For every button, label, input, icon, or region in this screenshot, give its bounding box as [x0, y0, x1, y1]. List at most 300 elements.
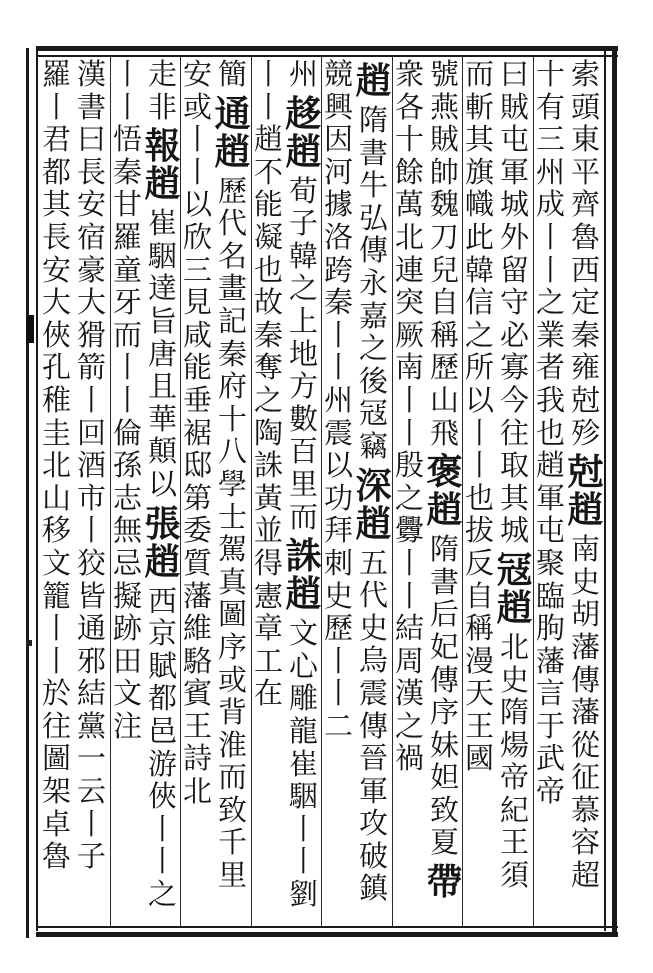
text-segment	[253, 58, 285, 417]
left-border-inner	[36, 51, 38, 931]
text-column	[321, 58, 356, 924]
text-segment	[288, 617, 320, 910]
char: 臨	[535, 578, 565, 613]
char: 須	[499, 858, 529, 893]
char: 駕	[217, 532, 247, 567]
bottom-border-outer	[36, 932, 618, 937]
text-segment	[147, 58, 179, 123]
char: 鎮	[358, 871, 388, 906]
char: 旨	[147, 303, 177, 338]
char: 丨	[394, 578, 424, 613]
char: 丨	[253, 57, 283, 91]
text-segment	[112, 417, 144, 743]
char: 籠	[41, 578, 71, 613]
char: 無	[112, 513, 142, 548]
char: 邸	[182, 448, 212, 483]
char: 詩	[182, 741, 212, 776]
char: 西	[147, 583, 177, 618]
char: 殷	[394, 448, 424, 483]
char: 兒	[429, 252, 459, 287]
char: 傳	[429, 662, 459, 697]
text-segment	[570, 58, 602, 449]
char: 以	[147, 466, 177, 501]
char: 丨	[323, 676, 353, 711]
right-border-outer	[612, 46, 617, 937]
char: 者	[535, 350, 565, 385]
char: 結	[76, 676, 106, 711]
char: 以	[464, 382, 494, 417]
char: 藩	[570, 695, 600, 730]
char: 拜	[323, 513, 353, 548]
headword	[284, 535, 324, 616]
char: 突	[394, 285, 424, 320]
char: 攻	[358, 806, 388, 841]
char: 奪	[253, 350, 283, 385]
text-segment	[394, 449, 426, 775]
char: 之	[288, 271, 318, 306]
char: 稚	[41, 382, 71, 417]
text-column	[533, 58, 568, 924]
char: 隋	[499, 695, 529, 730]
char: 幟	[464, 187, 494, 222]
char: 平	[570, 154, 600, 189]
char: 餘	[394, 154, 424, 189]
char: 學	[217, 466, 247, 501]
char: 安	[41, 252, 71, 287]
headword-char: 趙	[144, 540, 181, 583]
char: 狡	[76, 545, 106, 580]
char: 飛	[429, 415, 459, 450]
char: 烏	[358, 643, 388, 678]
char: 震	[323, 415, 353, 450]
char: 邑	[147, 713, 177, 748]
headword-char: 趙	[355, 502, 392, 545]
char: 今	[499, 382, 529, 417]
char: 第	[182, 480, 212, 515]
char: 其	[464, 122, 494, 157]
char: 軍	[358, 773, 388, 808]
char: 淮	[217, 727, 247, 762]
char: 傳	[358, 233, 388, 268]
char: 以	[182, 187, 212, 222]
char: 曰	[76, 122, 106, 157]
text-segment	[358, 104, 390, 463]
char: 移	[41, 513, 71, 548]
char: 賊	[499, 89, 529, 124]
char: 周	[394, 643, 424, 678]
char: 南	[394, 350, 424, 385]
headword-char: 深	[355, 464, 392, 507]
headword	[284, 92, 324, 173]
headword-char: 冦	[496, 548, 533, 591]
char: 冦	[358, 396, 388, 431]
char: 章	[253, 611, 283, 646]
char: 代	[217, 206, 247, 241]
char: 武	[535, 741, 565, 776]
char: 自	[464, 578, 494, 613]
text-column	[145, 58, 180, 924]
char: 旗	[464, 154, 494, 189]
char: 丨	[182, 122, 212, 157]
char: 羅	[41, 57, 71, 91]
headword	[143, 502, 183, 583]
char: 之	[358, 331, 388, 366]
headword-char: 趍	[285, 92, 322, 135]
char: 秦	[112, 154, 142, 189]
char: 邪	[76, 643, 106, 678]
text-column	[462, 58, 497, 924]
char: 咸	[182, 317, 212, 352]
char: 北	[182, 774, 212, 809]
char: 王	[464, 708, 494, 743]
char: 真	[217, 564, 247, 599]
headword-char: 張	[144, 502, 181, 545]
char: 忌	[112, 545, 142, 580]
char: 之	[464, 317, 494, 352]
char: 歷	[429, 350, 459, 385]
text-segment	[570, 533, 602, 892]
char: 丨	[253, 89, 283, 124]
char: 倫	[112, 415, 142, 450]
char: 牙	[112, 285, 142, 320]
char: 拔	[464, 513, 494, 548]
char: 於	[41, 676, 71, 711]
char: 嘉	[358, 298, 388, 333]
text-segment	[464, 58, 496, 514]
char: 往	[499, 415, 529, 450]
char: 長	[41, 219, 71, 254]
char: 州	[535, 154, 565, 189]
headword-char: 趙	[426, 489, 463, 532]
char: 王	[499, 825, 529, 860]
char: 猾	[76, 317, 106, 352]
bottom-border-inner	[36, 926, 618, 928]
char: 趙	[535, 448, 565, 483]
char: 畫	[217, 271, 247, 306]
char: 之	[253, 382, 283, 417]
text-segment	[429, 533, 461, 859]
char: 文	[288, 616, 318, 651]
char: 而	[288, 499, 318, 534]
char: 荀	[288, 173, 318, 208]
headword-char: 通	[214, 92, 251, 135]
char: 士	[217, 499, 247, 534]
text-segment	[112, 58, 144, 123]
char: 傳	[570, 662, 600, 697]
char: 隋	[358, 103, 388, 137]
headword-char: 趙	[214, 130, 251, 173]
text-segment	[41, 58, 73, 873]
char: 夏	[429, 825, 459, 860]
char: 于	[535, 708, 565, 743]
char: 而	[112, 317, 142, 352]
char: 容	[570, 825, 600, 860]
char: 雍	[570, 350, 600, 385]
text-segment	[323, 384, 355, 743]
char: 丨	[112, 57, 142, 91]
text-segment	[535, 58, 567, 449]
char: 云	[76, 774, 106, 809]
char: 反	[464, 545, 494, 580]
char: 聚	[535, 545, 565, 580]
char: 或	[217, 662, 247, 697]
headword-char: 趙	[144, 163, 181, 206]
char: 刺	[323, 545, 353, 580]
char: 妃	[429, 629, 459, 664]
char: 憲	[253, 578, 283, 613]
char: 心	[288, 648, 318, 683]
char: 史	[499, 662, 529, 697]
char: 丨	[535, 219, 565, 254]
char: 留	[499, 252, 529, 287]
char: 其	[41, 187, 71, 222]
char: 秦	[323, 285, 353, 320]
char: 牛	[358, 168, 388, 203]
char: 卓	[41, 806, 71, 841]
char: 北	[394, 219, 424, 254]
char: 我	[535, 382, 565, 417]
char: 擬	[112, 578, 142, 613]
char: 城	[499, 187, 529, 222]
char: 帝	[499, 760, 529, 795]
char: 一	[76, 741, 106, 776]
text-segment	[182, 58, 214, 91]
char: 震	[358, 675, 388, 710]
char: 丨	[394, 545, 424, 580]
headword	[213, 92, 253, 173]
char: 各	[394, 89, 424, 124]
left-border-outer	[26, 48, 29, 938]
char: 子	[76, 839, 106, 874]
char: 華	[147, 401, 177, 436]
char: 宿	[76, 219, 106, 254]
text-segment	[182, 91, 214, 808]
char: 丨	[394, 415, 424, 450]
char: 衆	[394, 57, 424, 91]
text-column	[568, 58, 603, 924]
char: 顛	[147, 434, 177, 469]
char: 因	[323, 122, 353, 157]
char: 志	[112, 480, 142, 515]
char: 序	[217, 629, 247, 664]
headword	[354, 464, 394, 545]
char: 魯	[41, 839, 71, 874]
char: 秦	[253, 317, 283, 352]
text-column	[356, 58, 391, 924]
headword-char: 趙	[285, 130, 322, 173]
char: 超	[570, 858, 600, 893]
char: 號	[429, 57, 459, 91]
char: 丨	[76, 382, 106, 417]
char: 取	[499, 448, 529, 483]
text-column	[180, 58, 215, 924]
char: 府	[217, 369, 247, 404]
char: 萬	[394, 187, 424, 222]
char: 悟	[112, 122, 142, 157]
char: 走	[147, 57, 177, 91]
char: 市	[76, 480, 106, 515]
char: 從	[570, 727, 600, 762]
char: 后	[429, 597, 459, 632]
char: 或	[182, 89, 212, 124]
char: 北	[499, 629, 529, 664]
char: 也	[253, 252, 283, 287]
char: 羅	[112, 219, 142, 254]
char: 歷	[323, 611, 353, 646]
char: 唐	[147, 336, 177, 371]
char: 里	[217, 858, 247, 893]
headword-char: 尅	[567, 451, 604, 494]
char: 三	[535, 122, 565, 157]
char: 稱	[464, 611, 494, 646]
spine-mark-small	[26, 640, 32, 646]
char: 弘	[358, 200, 388, 235]
char: 韓	[464, 252, 494, 287]
char: 煬	[499, 727, 529, 762]
char: 之	[147, 876, 177, 911]
char: 簡	[217, 57, 247, 91]
char: 也	[535, 415, 565, 450]
char: 工	[253, 643, 283, 678]
headword-char: 帶	[426, 861, 463, 904]
char: 而	[464, 57, 494, 91]
char: 三	[182, 252, 212, 287]
char: 委	[182, 513, 212, 548]
char: 在	[253, 676, 283, 711]
text-segment	[499, 631, 531, 892]
char: 釁	[394, 513, 424, 548]
char: 五	[358, 545, 388, 580]
char: 通	[76, 611, 106, 646]
char: 軍	[535, 480, 565, 515]
char: 史	[323, 578, 353, 613]
char: 刀	[429, 219, 459, 254]
char: 有	[535, 89, 565, 124]
char: 丨	[112, 350, 142, 385]
char: 龍	[288, 713, 318, 748]
headword	[495, 548, 535, 629]
headword-char: 趙	[355, 60, 392, 102]
char: 之	[535, 285, 565, 320]
char: 文	[41, 545, 71, 580]
char: 丨	[112, 382, 142, 417]
char: 王	[182, 708, 212, 743]
char: 安	[182, 57, 212, 91]
char: 此	[464, 219, 494, 254]
text-segment	[464, 514, 496, 775]
char: 子	[288, 206, 318, 241]
text-segment	[147, 585, 179, 911]
char: 山	[41, 480, 71, 515]
char: 自	[429, 285, 459, 320]
char: 致	[217, 792, 247, 827]
char: 丨	[464, 448, 494, 483]
char: 並	[253, 513, 283, 548]
char: 胡	[570, 597, 600, 632]
char: 殄	[570, 415, 600, 450]
char: 質	[182, 545, 212, 580]
char: 興	[323, 89, 353, 124]
headword	[425, 861, 465, 904]
char: 丨	[41, 611, 71, 646]
text-segment	[253, 417, 285, 710]
char: 業	[535, 317, 565, 352]
char: 紀	[499, 792, 529, 827]
char: 孔	[41, 350, 71, 385]
char: 圖	[217, 597, 247, 632]
char: 裾	[182, 415, 212, 450]
char: 城	[499, 513, 529, 548]
char: 州	[288, 57, 318, 91]
char: 文	[112, 676, 142, 711]
char: 方	[288, 369, 318, 404]
text-column	[215, 58, 250, 924]
char: 二	[323, 708, 353, 743]
char: 甘	[112, 187, 142, 222]
text-column	[392, 58, 427, 924]
char: 不	[253, 154, 283, 189]
char: 史	[570, 564, 600, 599]
char: 厥	[394, 317, 424, 352]
headword-char: 趙	[285, 573, 322, 616]
char: 且	[147, 369, 177, 404]
text-segment	[112, 123, 144, 416]
char: 賦	[147, 648, 177, 683]
char: 丨	[41, 643, 71, 678]
char: 其	[499, 480, 529, 515]
char: 駱	[182, 643, 212, 678]
char: 垂	[182, 382, 212, 417]
char: 故	[253, 285, 283, 320]
char: 丨	[323, 643, 353, 678]
char: 得	[253, 545, 283, 580]
char: 頭	[570, 89, 600, 124]
char: 魯	[570, 219, 600, 254]
char: 藩	[182, 578, 212, 613]
text-segment	[76, 58, 108, 873]
char: 韓	[288, 238, 318, 273]
text-segment	[429, 58, 461, 449]
char: 背	[217, 695, 247, 730]
char: 妹	[429, 727, 459, 762]
char: 八	[217, 434, 247, 469]
char: 也	[464, 480, 494, 515]
char: 史	[358, 610, 388, 645]
headword-char: 趙	[567, 489, 604, 532]
text-segment	[394, 58, 426, 449]
text-segment	[217, 58, 249, 91]
char: 晉	[358, 741, 388, 776]
char: 十	[217, 401, 247, 436]
char: 致	[429, 792, 459, 827]
char: 維	[182, 611, 212, 646]
char: 見	[182, 285, 212, 320]
char: 藩	[570, 629, 600, 664]
char: 都	[41, 154, 71, 189]
char: 藩	[535, 643, 565, 678]
char: 皆	[76, 578, 106, 613]
char: 丨	[323, 317, 353, 352]
spine-mark	[26, 315, 34, 343]
char: 非	[147, 89, 177, 124]
char: 十	[535, 57, 565, 91]
top-border-outer	[36, 46, 618, 51]
char: 京	[147, 616, 177, 651]
char: 俠	[41, 317, 71, 352]
char: 欣	[182, 219, 212, 254]
char: 破	[358, 838, 388, 873]
char: 功	[323, 480, 353, 515]
